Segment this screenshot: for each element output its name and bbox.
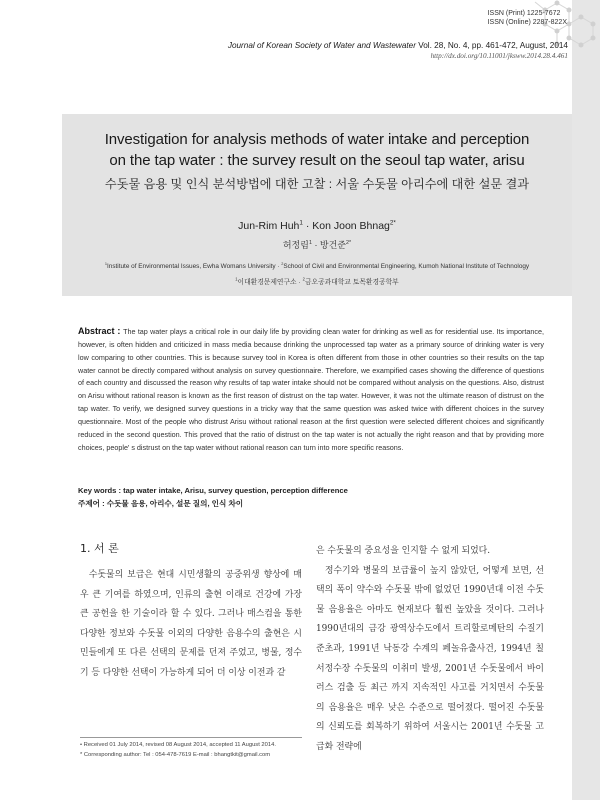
title-line-2: on the tap water : the survey result on the seoul tap water, arisu xyxy=(109,152,525,169)
keywords-block xyxy=(78,484,544,510)
right-col-line-1: 은 수돗물의 중요성을 인지할 수 없게 되었다. xyxy=(316,546,491,556)
paper-title-ko: 수돗물 음용 및 인식 분석방법에 대한 고찰 : 서울 수돗물 아리수에 대한 설문 결과 xyxy=(104,177,530,191)
intro-paragraph-1: 수돗물의 보급은 현대 시민생활의 공중위생 향상에 매우 큰 기여를 하였으며, 인류의 출현 이래로 건강에 가장 큰 공헌을 한 기술이라 할 수 있다. 그러나 매스컴을 통한 다양한 정보와 수돗물 이외의 다양한 음용수의 출현은 시민들에게 또 다른 선택의 문제를 던져 주었고, 병물, 정수기 등 다양한 선택이 가능하게 되어 더 이상 이전과 같 xyxy=(80,570,302,678)
author-2-name: · Kon Joon Bhnag xyxy=(302,220,390,232)
title-line-1: Investigation for analysis methods of water intake and perception xyxy=(104,131,530,148)
affil-en-sup-1: 1 xyxy=(104,261,107,266)
right-column xyxy=(316,542,544,758)
paper-title-en xyxy=(62,129,572,171)
authors-ko xyxy=(62,238,572,251)
footnotes xyxy=(80,740,310,760)
keywords-ko: 주제어 : 수돗물 음용, 아리수, 설문 질의, 인식 차이 xyxy=(78,499,244,508)
author-2-name-ko: · 방건준 xyxy=(311,240,347,250)
keywords-en: Key words : tap water intake, Arisu, survey question, perception difference xyxy=(78,486,348,495)
journal-name: Journal of Korean Society of Water and Wastewater xyxy=(227,41,416,50)
author-1-sup-ko: 1 xyxy=(308,240,312,246)
issn-print: ISSN (Print) 1225-7672 xyxy=(487,10,561,17)
author-1-name-ko: 허정림 xyxy=(282,240,309,250)
affil-ko-1: 이대환경문제연구소 · xyxy=(237,279,303,286)
journal-volume-info: Vol. 28, No. 4, pp. 461-472, August, 2014 xyxy=(415,41,568,50)
author-2-sup: 2* xyxy=(389,219,396,227)
affil-ko-sup-1: 1 xyxy=(235,276,238,282)
author-1-name: Jun-Rim Huh xyxy=(238,220,300,232)
abstract-text: The tap water plays a critical role in our daily life by providing clean water for drinking as well as for residential use. Its importance, however, is often hidden and criticized in mass media because drinking the unprocessed tap water as a primary source of drinking water is very low comparing to other countries. This is because survey tool in Korea is often different from those in other countries so their results on the tap water cannot be directly compared without analysis on survey questionnaire. Therefore, we exampified cases showing the difference of questions of each country and discussed the reason why results of tap water intake should not be compared without analysis on the questions. Also, distrust on Arisu without rational reason is known as the first reason of distrust on the tap water. However, it was not the ultimate reason of distrust on the tap water. To verify, we designed survey questions in a tricky way that the same question was asked twice with different choices in the survey questionnaire. Most of the people who distrust Arisu without rational reason at the first question were selected different choices and significantly reduced in the second question. This proved that the ratio of distrust on the tap water is not actually the right reason and that by providing more choices, people' s distrust on the tap water without rational reason can turn into more specific reasons. xyxy=(78,327,544,452)
footnote-divider xyxy=(80,737,302,738)
section-heading-introduction: 1. 서 론 xyxy=(80,542,119,555)
footnote-corresponding: * Corresponding author: Tel : 054-478-7619 E-mail : bhangtkit@gmail.com xyxy=(80,752,271,758)
authors-en xyxy=(62,220,572,232)
affil-en-1: Institute of Environmental Issues, Ewha Womans University · xyxy=(107,263,282,270)
journal-citation xyxy=(228,41,568,50)
right-margin-bar xyxy=(572,0,600,800)
footnote-received: • Received 01 July 2014, revised 08 August 2014, accepted 11 August 2014. xyxy=(80,742,276,748)
affiliations-ko xyxy=(62,276,572,286)
issn-online: ISSN (Online) 2287-822X xyxy=(487,19,567,26)
affil-en-2: School of Civil and Environmental Engineering, Kumoh National Institute of Technology xyxy=(283,263,530,270)
affil-ko-sup-2: 2 xyxy=(302,276,305,282)
affiliations-en xyxy=(62,263,572,270)
left-column xyxy=(80,540,302,684)
abstract-label: Abstract : xyxy=(78,326,124,336)
affil-en-sup-2: 2 xyxy=(281,261,284,266)
author-1-sup: 1 xyxy=(299,219,303,227)
issn-block xyxy=(488,9,567,27)
doi-link[interactable]: http://dx.doi.org/10.11001/jksww.2014.28.4.461 xyxy=(430,52,568,60)
abstract xyxy=(78,325,544,454)
intro-paragraph-2: 정수기와 병물의 보급률이 높지 않았던, 어떻게 보면, 선택의 폭이 약수와 수돗물 밖에 없었던 1990년대 이전 수돗물 음용율은 아마도 현재보다 훨씬 높았을 것이다. 그러나 1990년대의 금강 광역상수도에서 트리할로메탄의 수질기준초과, 1991년 낙동강 수계의 페놀유출사건, 1994년 칠서정수장 수돗물의 이취미 발생, 2001년 수돗물에서 바이러스 검출 등 최근 까지 지속적인 사고를 거치면서 수돗물의 음용율은 매우 낮은 수준으로 떨어졌다. 떨어진 수돗물의 신뢰도를 회복하기 위하여 서울시는 2001년 수돗물 고급화 전략에 xyxy=(316,565,544,752)
affil-ko-2: 금오공과대학교 토목환경공학부 xyxy=(304,279,399,286)
author-2-sup-ko: 2* xyxy=(346,240,352,246)
